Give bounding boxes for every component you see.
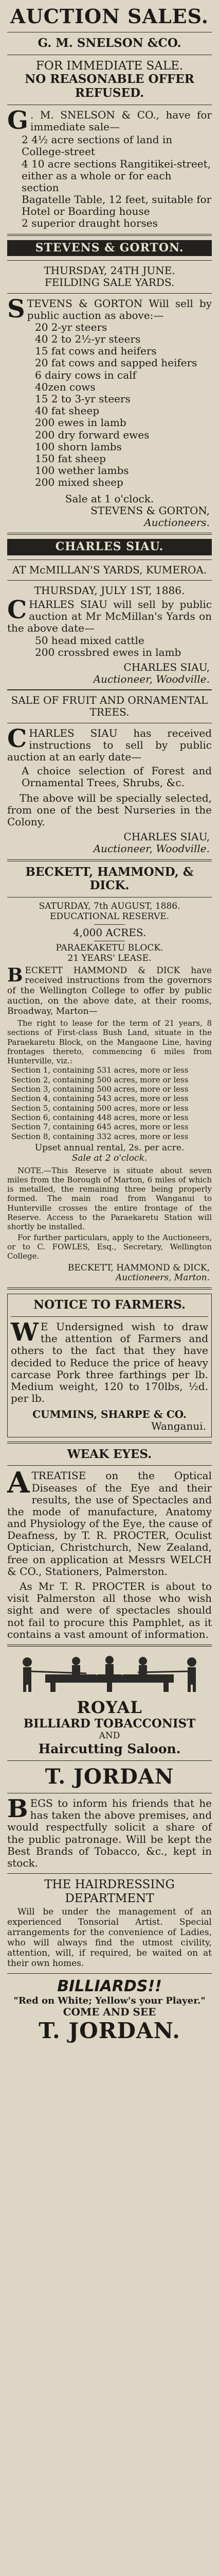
- list-item: 200 ewes in lamb: [35, 416, 126, 429]
- divider: [7, 1287, 212, 1290]
- list-item: Section 7, containing 645 acres, more or less: [11, 1122, 189, 1132]
- beckett-intro: [7, 966, 212, 1017]
- list-item: Bagatelle Table, 12 feet, suitable for Hotel or Boarding house: [22, 193, 212, 218]
- dropcap: A: [7, 1466, 30, 1500]
- no-offer-heading: NO REASONABLE OFFER REFUSED.: [25, 72, 194, 100]
- siau-trees-ad: [7, 694, 212, 855]
- jordan-intro-text: EGS to inform his friends that he has taken the above premises, and would respectfully solicit a share of the public patronage. Will be kept the Best Brands of Tobacco, &c., kept in stock.: [7, 1797, 212, 1869]
- billiards-slogan: "Red on White; Yellow's your Player.": [13, 1995, 206, 2006]
- dropcap: B: [7, 1794, 28, 1823]
- siau-name: CHARLES SIAU,: [123, 660, 210, 673]
- list-item: Section 8, containing 332 acres, more or less: [11, 1131, 189, 1141]
- list-item: Section 5, containing 500 acres, more or less: [11, 1103, 189, 1113]
- beckett-upset: Upset annual rental, 2s. per acre.: [34, 1142, 185, 1153]
- siau-intro-text: HARLES SIAU will sell by public auction at Mr McMillan's Yards on the above date—: [7, 598, 212, 635]
- stevens-intro: [7, 294, 212, 324]
- divider: [7, 1973, 212, 1974]
- siau-items: [7, 635, 212, 658]
- beckett-ad: [7, 866, 212, 1284]
- farmers-firm: CUMMINS, SHARPE & CO.: [32, 1408, 187, 1421]
- snelson-items: [7, 134, 212, 230]
- trees-item: A choice selection of Forest and Ornamental Trees, Shrubs, &c.: [22, 765, 212, 789]
- beckett-lease: 21 YEARS' LEASE.: [67, 953, 152, 963]
- trees-role: Auctioneer, Woodville.: [93, 842, 210, 855]
- eyes-note: As Mr T. R. PROCTER is about to visit Palmerston all those who wish sight and were of spectacles should not fail to procure this Pamphlet, as it contains a vast amount of information.: [7, 1580, 212, 1640]
- divider: [7, 580, 212, 581]
- dropcap: C: [7, 724, 27, 753]
- stevens-role: Auctioneers.: [144, 516, 210, 529]
- come-and-see: COME AND SEE: [63, 2006, 156, 2019]
- siau-date: THURSDAY, JULY 1ST, 1886.: [34, 584, 185, 597]
- list-item: Section 4, containing 543 acres, more or less: [11, 1094, 189, 1104]
- farmers-intro: [11, 1317, 208, 1405]
- divider: [7, 234, 212, 236]
- dropcap: W: [11, 1317, 39, 1347]
- stevens-gorton-ad: [7, 240, 212, 529]
- divider: [94, 924, 125, 925]
- eyes-title: WEAK EYES.: [67, 1447, 152, 1461]
- list-item: 200 crossbred ewes in lamb: [35, 646, 181, 658]
- farmers-title: NOTICE TO FARMERS.: [33, 1298, 186, 1312]
- beckett-reserve: EDUCATIONAL RESERVE.: [49, 911, 170, 922]
- farmers-town: Wanganui.: [151, 1420, 206, 1433]
- beckett-firm: BECKETT, HAMMOND & DICK,: [67, 1262, 210, 1273]
- list-item: Section 3, containing 500 acres, more or less: [11, 1084, 189, 1094]
- trees-intro: [7, 724, 212, 764]
- trees-title: SALE OF FRUIT AND ORNAMENTAL TREES.: [11, 694, 208, 719]
- stevens-date: THURSDAY, 24TH JUNE.: [44, 264, 175, 277]
- list-item: 100 wether lambs: [35, 464, 129, 477]
- stevens-place: FEILDING SALE YARDS.: [44, 276, 175, 289]
- dropcap: S: [7, 294, 25, 324]
- divider: [11, 1316, 208, 1317]
- billiards-heading: BILLIARDS!!: [57, 1977, 162, 1995]
- siau-banner: CHARLES SIAU.: [7, 539, 212, 555]
- siau-role: Auctioneer, Woodville.: [93, 673, 210, 686]
- divider: [7, 689, 212, 690]
- divider: [7, 533, 212, 535]
- beckett-block: PARAEKAKETU BLOCK.: [56, 942, 163, 953]
- billiard-table-icon: [9, 1652, 210, 1693]
- list-item: 50 head mixed cattle: [35, 634, 144, 647]
- list-item: 100 shorn lambs: [35, 440, 122, 453]
- trees-intro-text: HARLES SIAU has received instructions to sell by public auction at an early date—: [7, 726, 212, 764]
- eyes-intro-text: TREATISE on the Optical Diseases of the Eye and their results, the use of Spectacles and the mode of manufacture, Anatomy and Physiology of the Eye, the cause of Deafness, by T. R. PROCTER, Oculist Optician, Christchurch, New Zealand, free on application at Messrs WELCH & CO., Stationers, Palmerston.: [7, 1469, 212, 1578]
- hair-title-2: DEPARTMENT: [65, 1891, 154, 1905]
- list-item: 150 fat sheep: [35, 452, 106, 465]
- list-item: Section 2, containing 500 acres, more or less: [11, 1075, 189, 1084]
- list-item: 2 superior draught horses: [22, 217, 158, 230]
- dropcap: B: [7, 964, 23, 986]
- beckett-further: For further particulars, apply to the Auctioneers, or to C. FOWLES, Esq., Secretary, Wellington College.: [7, 1232, 212, 1261]
- snelson-intro: [7, 106, 212, 135]
- snelson-intro-text: . M. SNELSON & CO., have for immediate sale—: [30, 108, 212, 133]
- dropcap: C: [7, 595, 27, 624]
- list-item: 20 2-yr steers: [35, 320, 107, 333]
- auction-snelson-ad: [7, 5, 212, 230]
- beckett-role: Auctioneers, Marton.: [115, 1273, 210, 1283]
- jordan-name-footer: T. JORDAN.: [39, 2018, 180, 2043]
- jordan-intro: [7, 1794, 212, 1869]
- divider: [7, 1442, 212, 1444]
- snelson-firm: G. M. SNELSON &CO.: [38, 36, 181, 50]
- list-item: 200 dry forward ewes: [35, 428, 150, 441]
- siau-intro: [7, 595, 212, 635]
- stevens-banner: STEVENS & GORTON.: [7, 240, 212, 257]
- jordan-title-and: AND: [99, 1730, 120, 1741]
- list-item: 2 4½ acre sections of land in College-street: [22, 133, 173, 158]
- divider: [7, 293, 212, 294]
- jordan-title: BILLIARD TOBACCONIST: [23, 1717, 196, 1731]
- trees-name: CHARLES SIAU,: [123, 831, 210, 843]
- jordan-title-saloon: Haircutting Saloon.: [38, 1741, 181, 1756]
- beckett-date: SATURDAY, 7th AUGUST, 1886.: [39, 901, 180, 911]
- list-item: 40 fat sheep: [35, 404, 100, 417]
- stevens-intro-text: TEVENS & GORTON Will sell by public auction as above:—: [27, 297, 212, 321]
- stevens-items: [7, 321, 212, 489]
- divider: [7, 1873, 212, 1874]
- for-sale-heading: FOR IMMEDIATE SALE.: [35, 59, 184, 73]
- list-item: 200 mixed sheep: [35, 476, 123, 489]
- divider: [7, 859, 212, 861]
- beckett-intro-text: ECKETT HAMMOND & DICK have received instructions from the governors of the Wellington College to offer by public auction, on the above date, at their rooms, Broadway, Marton—: [7, 965, 212, 1017]
- weak-eyes-ad: [7, 1448, 212, 1640]
- stevens-time: Sale at 1 o'clock.: [65, 492, 154, 505]
- list-item: 20 fat cows and sapped heifers: [35, 357, 197, 369]
- divider: [7, 1760, 212, 1761]
- stevens-firm: STEVENS & GORTON,: [90, 504, 210, 517]
- divider: [7, 1645, 212, 1647]
- beckett-sections: [7, 1065, 212, 1141]
- siau-place: AT McMILLAN'S YARDS, KUMEROA.: [12, 563, 207, 576]
- jordan-ad: [7, 1652, 212, 2043]
- list-item: 40 2 to 2½-yr steers: [35, 333, 141, 346]
- billiard-players-engraving: [7, 1652, 212, 1693]
- farmers-intro-text: E Undersigned wish to draw the attention of Farmers and others to the fact that they have decided to Reduce the price of heavy carcase Pork three farthings per lb. Medium weight, 120 to 170lbs, ½d. per lb.: [11, 1320, 208, 1405]
- beckett-detail: The right to lease for the term of 21 years, 8 sections of First-class Bush Land, situate in the Paraekaretu Block, on the Mangaone Line, having frontages thereto, commencing 6 miles from Hunterville, viz.:: [7, 1018, 212, 1066]
- trees-note: The above will be specially selected, from one of the best Nurseries in the Colony.: [7, 791, 212, 828]
- hair-text: Will be under the management of an experienced Tonsorial Artist. Special arrangements for the convenience of Ladies, who will always find the utmost civility, attention, will, if required, be waited on at their own homes.: [7, 1907, 212, 1969]
- list-item: 15 2 to 3-yr steers: [35, 393, 131, 405]
- auction-heading: AUCTION SALES.: [10, 5, 209, 28]
- divider: [7, 260, 212, 261]
- eyes-intro: [7, 1466, 212, 1578]
- list-item: 6 dairy cows in calf: [35, 368, 136, 381]
- beckett-banner: BECKETT, HAMMOND, & DICK.: [25, 865, 194, 893]
- list-item: Section 6, containing 448 acres, more or less: [11, 1112, 189, 1122]
- list-item: 15 fat cows and heifers: [35, 345, 157, 358]
- beckett-time: Sale at 2 o'clock.: [71, 1153, 148, 1163]
- farmers-notice-ad: [7, 1294, 212, 1437]
- siau-cattle-ad: [7, 539, 212, 685]
- hair-title-1: THE HAIRDRESSING: [44, 1878, 175, 1892]
- list-item: 4 10 acre sections Rangitikei-street, either as a whole or for each section: [22, 157, 211, 194]
- jordan-name: T. JORDAN: [45, 1764, 174, 1789]
- beckett-note: NOTE.—This Reserve is situate about seven miles from the Borough of Marton, 6 miles of which is metalled, the remaining three being properly formed. The main road from Wanganui to Hunterville crosses the entire frontage of the Reserve. Access to the Paraekaretu Station will shortly be installed.: [7, 1165, 212, 1232]
- divider: [7, 1465, 212, 1466]
- beckett-acres: 4,000 ACRES.: [72, 926, 147, 939]
- list-item: Section 1, containing 531 acres, more or less: [11, 1065, 189, 1075]
- dropcap: G: [7, 106, 28, 135]
- list-item: 40zen cows: [35, 380, 96, 393]
- jordan-royal: ROYAL: [77, 1697, 142, 1717]
